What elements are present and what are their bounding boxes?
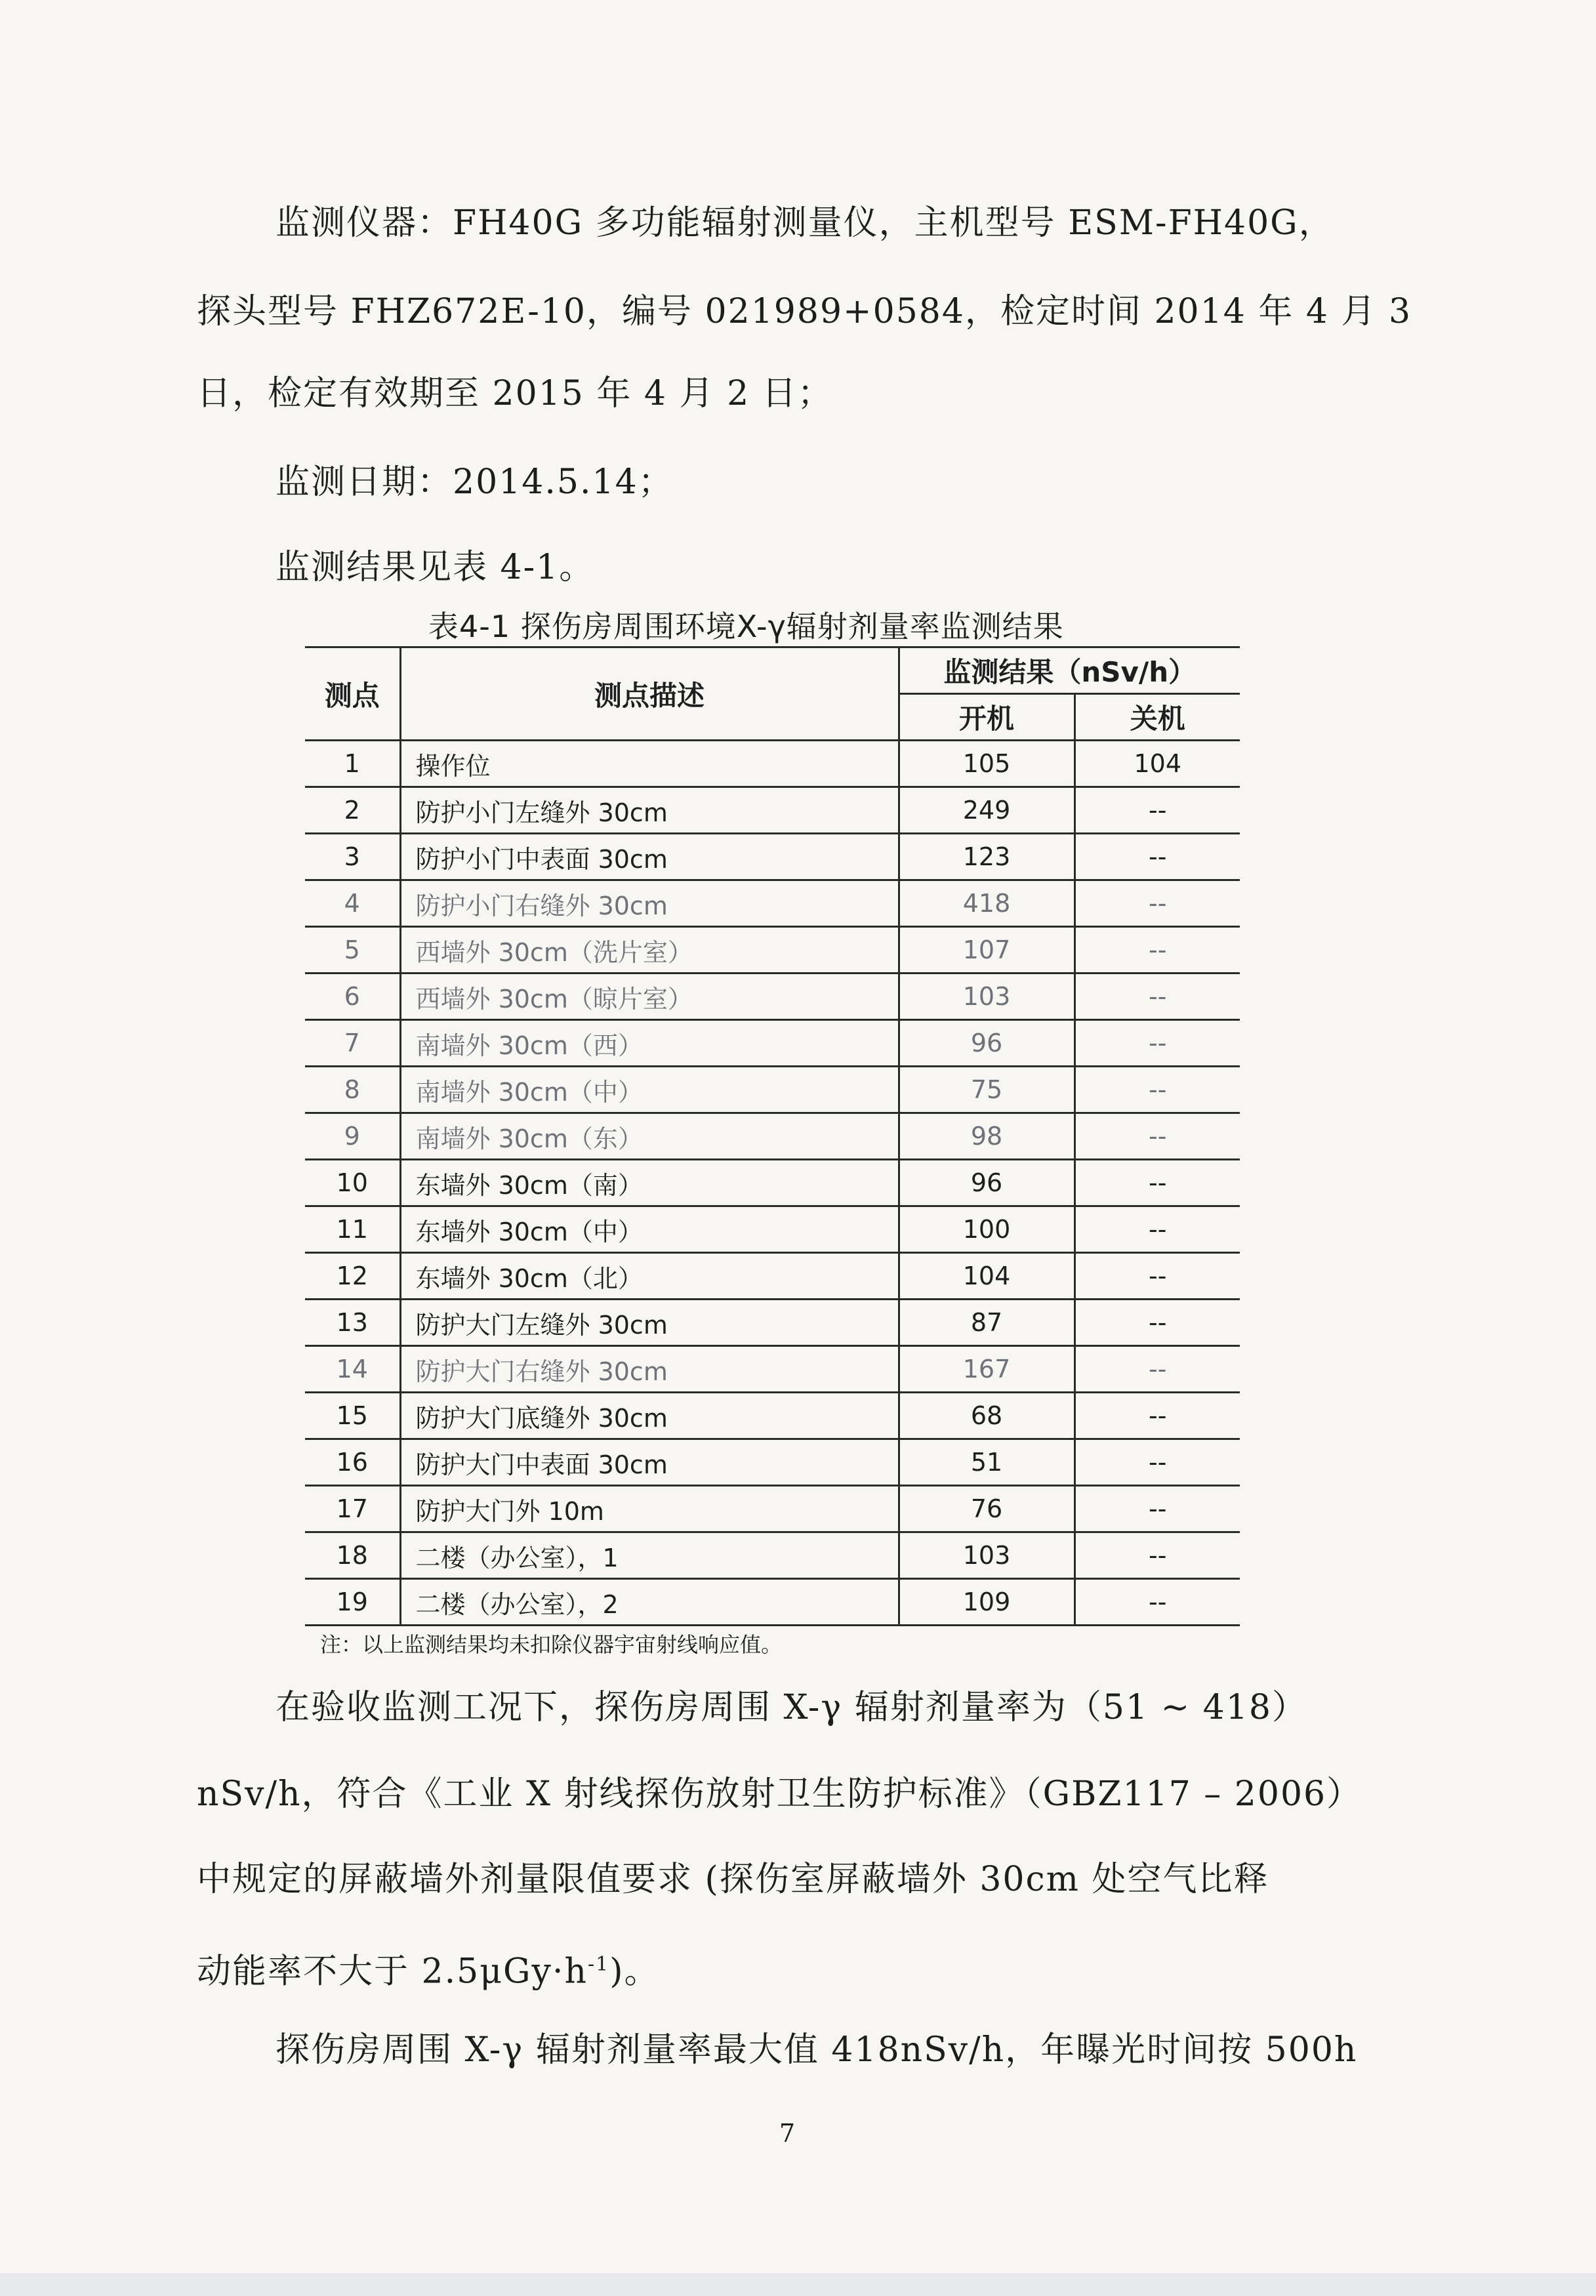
header-point: 测点 bbox=[305, 647, 400, 741]
table-header-row bbox=[305, 647, 1240, 694]
cell-off: -- bbox=[1074, 1067, 1240, 1113]
results-table bbox=[305, 646, 1240, 1626]
instrument-line-2: 探头型号 FHZ672E-10，编号 021989+0584，检定时间 2014 年 4 月 3 bbox=[197, 292, 1412, 331]
cell-description: 防护大门底缝外 30cm bbox=[400, 1393, 899, 1439]
cell-off: -- bbox=[1074, 1113, 1240, 1160]
conclusion-line-1: 在验收监测工况下，探伤房周围 X-γ 辐射剂量率为（51 ~ 418） bbox=[276, 1688, 1307, 1727]
conclusion-line-2: nSv/h，符合《工业 X 射线探伤放射卫生防护标准》（GBZ117 – 2006） bbox=[197, 1774, 1362, 1814]
cell-off: -- bbox=[1074, 1300, 1240, 1346]
cell-description: 西墙外 30cm（晾片室） bbox=[400, 974, 899, 1020]
conclusion-line-5: 探伤房周围 X-γ 辐射剂量率最大值 418nSv/h，年曝光时间按 500h bbox=[276, 2030, 1358, 2070]
table-row bbox=[305, 1206, 1240, 1253]
conclusion-line-4-text: 动能率不大于 2.5μGy·h bbox=[197, 1952, 588, 1992]
cell-point: 19 bbox=[305, 1579, 400, 1626]
cell-point: 5 bbox=[305, 927, 400, 974]
cell-point: 11 bbox=[305, 1206, 400, 1253]
table-row bbox=[305, 1393, 1240, 1439]
cell-description: 东墙外 30cm（北） bbox=[400, 1253, 899, 1300]
cell-off: -- bbox=[1074, 1346, 1240, 1393]
cell-description: 防护小门中表面 30cm bbox=[400, 834, 899, 880]
table-row bbox=[305, 1253, 1240, 1300]
conclusion-line-4-end: )。 bbox=[609, 1952, 660, 1992]
cell-description: 二楼（办公室），1 bbox=[400, 1532, 899, 1579]
cell-point: 4 bbox=[305, 880, 400, 927]
table-note: 注：以上监测结果均未扣除仪器宇宙射线响应值。 bbox=[320, 1632, 783, 1657]
cell-description: 东墙外 30cm（南） bbox=[400, 1160, 899, 1206]
cell-on: 109 bbox=[899, 1579, 1074, 1626]
cell-point: 10 bbox=[305, 1160, 400, 1206]
cell-off: -- bbox=[1074, 1020, 1240, 1067]
cell-on: 103 bbox=[899, 974, 1074, 1020]
cell-on: 123 bbox=[899, 834, 1074, 880]
cell-off: -- bbox=[1074, 880, 1240, 927]
table-row bbox=[305, 1532, 1240, 1579]
cell-point: 2 bbox=[305, 787, 400, 834]
cell-off: -- bbox=[1074, 787, 1240, 834]
cell-description: 防护小门左缝外 30cm bbox=[400, 787, 899, 834]
cell-on: 76 bbox=[899, 1486, 1074, 1532]
cell-description: 防护大门左缝外 30cm bbox=[400, 1300, 899, 1346]
table-row bbox=[305, 1020, 1240, 1067]
cell-point: 6 bbox=[305, 974, 400, 1020]
cell-off: -- bbox=[1074, 1206, 1240, 1253]
table-row bbox=[305, 1300, 1240, 1346]
cell-description: 南墙外 30cm（西） bbox=[400, 1020, 899, 1067]
cell-point: 13 bbox=[305, 1300, 400, 1346]
table-row bbox=[305, 974, 1240, 1020]
cell-description: 西墙外 30cm（洗片室） bbox=[400, 927, 899, 974]
cell-off: -- bbox=[1074, 927, 1240, 974]
cell-on: 51 bbox=[899, 1439, 1074, 1486]
cell-point: 16 bbox=[305, 1439, 400, 1486]
table-row bbox=[305, 1486, 1240, 1532]
header-off: 关机 bbox=[1074, 694, 1240, 741]
page-number: 7 bbox=[779, 2119, 796, 2148]
cell-point: 18 bbox=[305, 1532, 400, 1579]
cell-point: 15 bbox=[305, 1393, 400, 1439]
cell-on: 96 bbox=[899, 1020, 1074, 1067]
cell-off: -- bbox=[1074, 834, 1240, 880]
cell-on: 75 bbox=[899, 1067, 1074, 1113]
cell-point: 9 bbox=[305, 1113, 400, 1160]
conclusion-line-3: 中规定的屏蔽墙外剂量限值要求 (探伤室屏蔽墙外 30cm 处空气比释 bbox=[197, 1860, 1269, 1899]
monitoring-date: 监测日期：2014.5.14； bbox=[276, 462, 674, 502]
table-row bbox=[305, 1113, 1240, 1160]
header-on: 开机 bbox=[899, 694, 1074, 741]
table-row bbox=[305, 880, 1240, 927]
table-row bbox=[305, 927, 1240, 974]
cell-off: -- bbox=[1074, 1393, 1240, 1439]
cell-description: 南墙外 30cm（东） bbox=[400, 1113, 899, 1160]
table-title: 表4-1 探伤房周围环境X-γ辐射剂量率监测结果 bbox=[428, 609, 1064, 644]
cell-point: 8 bbox=[305, 1067, 400, 1113]
cell-point: 1 bbox=[305, 741, 400, 787]
table-row bbox=[305, 1067, 1240, 1113]
table-row bbox=[305, 1439, 1240, 1486]
cell-point: 17 bbox=[305, 1486, 400, 1532]
table-row bbox=[305, 1579, 1240, 1626]
table-body bbox=[305, 741, 1240, 1626]
instrument-line-3: 日，检定有效期至 2015 年 4 月 2 日； bbox=[197, 374, 833, 413]
header-result-group: 监测结果（nSv/h） bbox=[899, 647, 1240, 694]
cell-description: 防护大门右缝外 30cm bbox=[400, 1346, 899, 1393]
header-description: 测点描述 bbox=[400, 647, 899, 741]
cell-on: 68 bbox=[899, 1393, 1074, 1439]
cell-description: 防护小门右缝外 30cm bbox=[400, 880, 899, 927]
cell-on: 87 bbox=[899, 1300, 1074, 1346]
cell-off: -- bbox=[1074, 1579, 1240, 1626]
cell-on: 98 bbox=[899, 1113, 1074, 1160]
cell-description: 操作位 bbox=[400, 741, 899, 787]
instrument-line-1: 监测仪器：FH40G 多功能辐射测量仪，主机型号 ESM-FH40G， bbox=[276, 203, 1334, 243]
cell-off: 104 bbox=[1074, 741, 1240, 787]
cell-off: -- bbox=[1074, 1486, 1240, 1532]
cell-on: 167 bbox=[899, 1346, 1074, 1393]
cell-off: -- bbox=[1074, 1160, 1240, 1206]
cell-on: 107 bbox=[899, 927, 1074, 974]
unit-exponent: -1 bbox=[587, 1953, 610, 1976]
cell-on: 100 bbox=[899, 1206, 1074, 1253]
cell-off: -- bbox=[1074, 1439, 1240, 1486]
cell-description: 南墙外 30cm（中） bbox=[400, 1067, 899, 1113]
cell-off: -- bbox=[1074, 1253, 1240, 1300]
cell-point: 7 bbox=[305, 1020, 400, 1067]
cell-description: 二楼（办公室），2 bbox=[400, 1579, 899, 1626]
cell-off: -- bbox=[1074, 1532, 1240, 1579]
table-row bbox=[305, 741, 1240, 787]
cell-point: 3 bbox=[305, 834, 400, 880]
cell-on: 249 bbox=[899, 787, 1074, 834]
results-reference: 监测结果见表 4-1。 bbox=[276, 548, 595, 587]
scan-edge bbox=[0, 2273, 1596, 2296]
cell-on: 105 bbox=[899, 741, 1074, 787]
table-row bbox=[305, 1346, 1240, 1393]
cell-on: 104 bbox=[899, 1253, 1074, 1300]
table-row bbox=[305, 787, 1240, 834]
cell-description: 东墙外 30cm（中） bbox=[400, 1206, 899, 1253]
cell-point: 14 bbox=[305, 1346, 400, 1393]
cell-description: 防护大门中表面 30cm bbox=[400, 1439, 899, 1486]
cell-description: 防护大门外 10m bbox=[400, 1486, 899, 1532]
table-row bbox=[305, 1160, 1240, 1206]
cell-off: -- bbox=[1074, 974, 1240, 1020]
table-row bbox=[305, 834, 1240, 880]
cell-point: 12 bbox=[305, 1253, 400, 1300]
cell-on: 103 bbox=[899, 1532, 1074, 1579]
cell-on: 418 bbox=[899, 880, 1074, 927]
conclusion-line-4 bbox=[197, 1942, 1378, 1994]
cell-on: 96 bbox=[899, 1160, 1074, 1206]
